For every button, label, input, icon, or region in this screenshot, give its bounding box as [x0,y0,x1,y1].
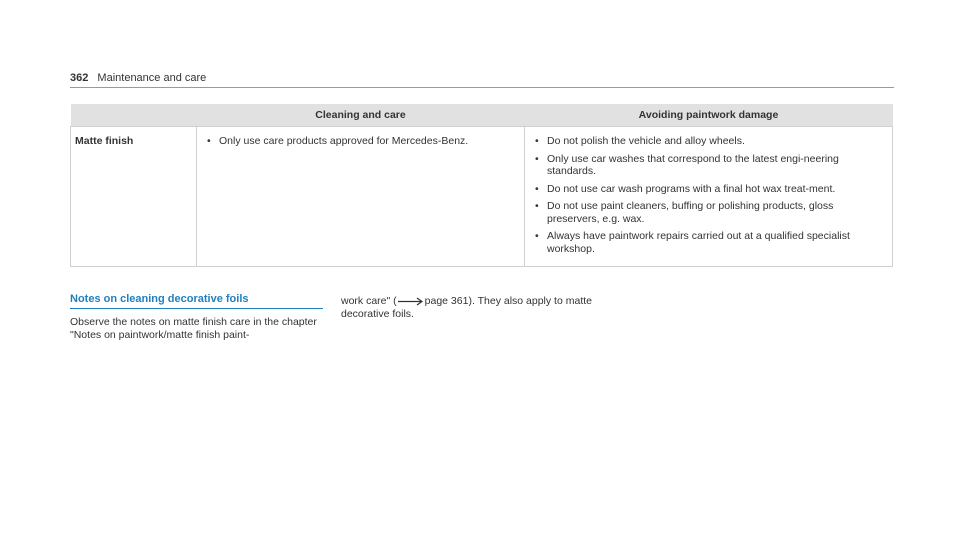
list-item: • Do not use car wash programs with a final hot wax treat-ment. [531,183,886,196]
column-header-avoid: Avoiding paintwork damage [525,104,893,127]
page-reference-link[interactable]: page 361 [424,295,469,307]
section-title: Notes on cleaning decorative foils [70,293,249,305]
care-table [70,104,893,267]
avoid-cell [525,127,893,267]
arrow-right-icon [398,297,424,306]
notes-text-left: Observe the notes on matte finish care in the chapter "Notes on paintwork/matte finish paint- [70,316,317,341]
page-number: 362 [70,72,89,84]
section-name: Maintenance and care [97,72,207,84]
notes-text-part: ). They also apply to matte decorative foils. [341,295,592,320]
header-rule [70,87,894,88]
page-header [70,72,206,84]
care-cell [197,127,525,267]
list-item: • Always have paintwork repairs carried out at a qualified specialist workshop. [531,230,886,255]
section-rule [70,308,323,309]
notes-text-part: work care" ( [341,295,397,307]
list-item: • Only use care products approved for Mercedes-Benz. [203,135,518,148]
row-label: Matte finish [71,127,197,267]
list-item: • Only use car washes that correspond to the latest engi-neering standards. [531,153,886,178]
notes-text-right [341,295,611,320]
list-item: • Do not polish the vehicle and alloy wheels. [531,135,886,148]
care-list [203,135,518,148]
column-header-care: Cleaning and care [197,104,525,127]
table-header-blank [71,104,197,127]
list-item: • Do not use paint cleaners, buffing or polishing products, gloss preservers, e.g. wax. [531,200,886,225]
avoid-list [531,135,886,255]
table-row [71,127,893,267]
table-header-row [71,104,893,127]
